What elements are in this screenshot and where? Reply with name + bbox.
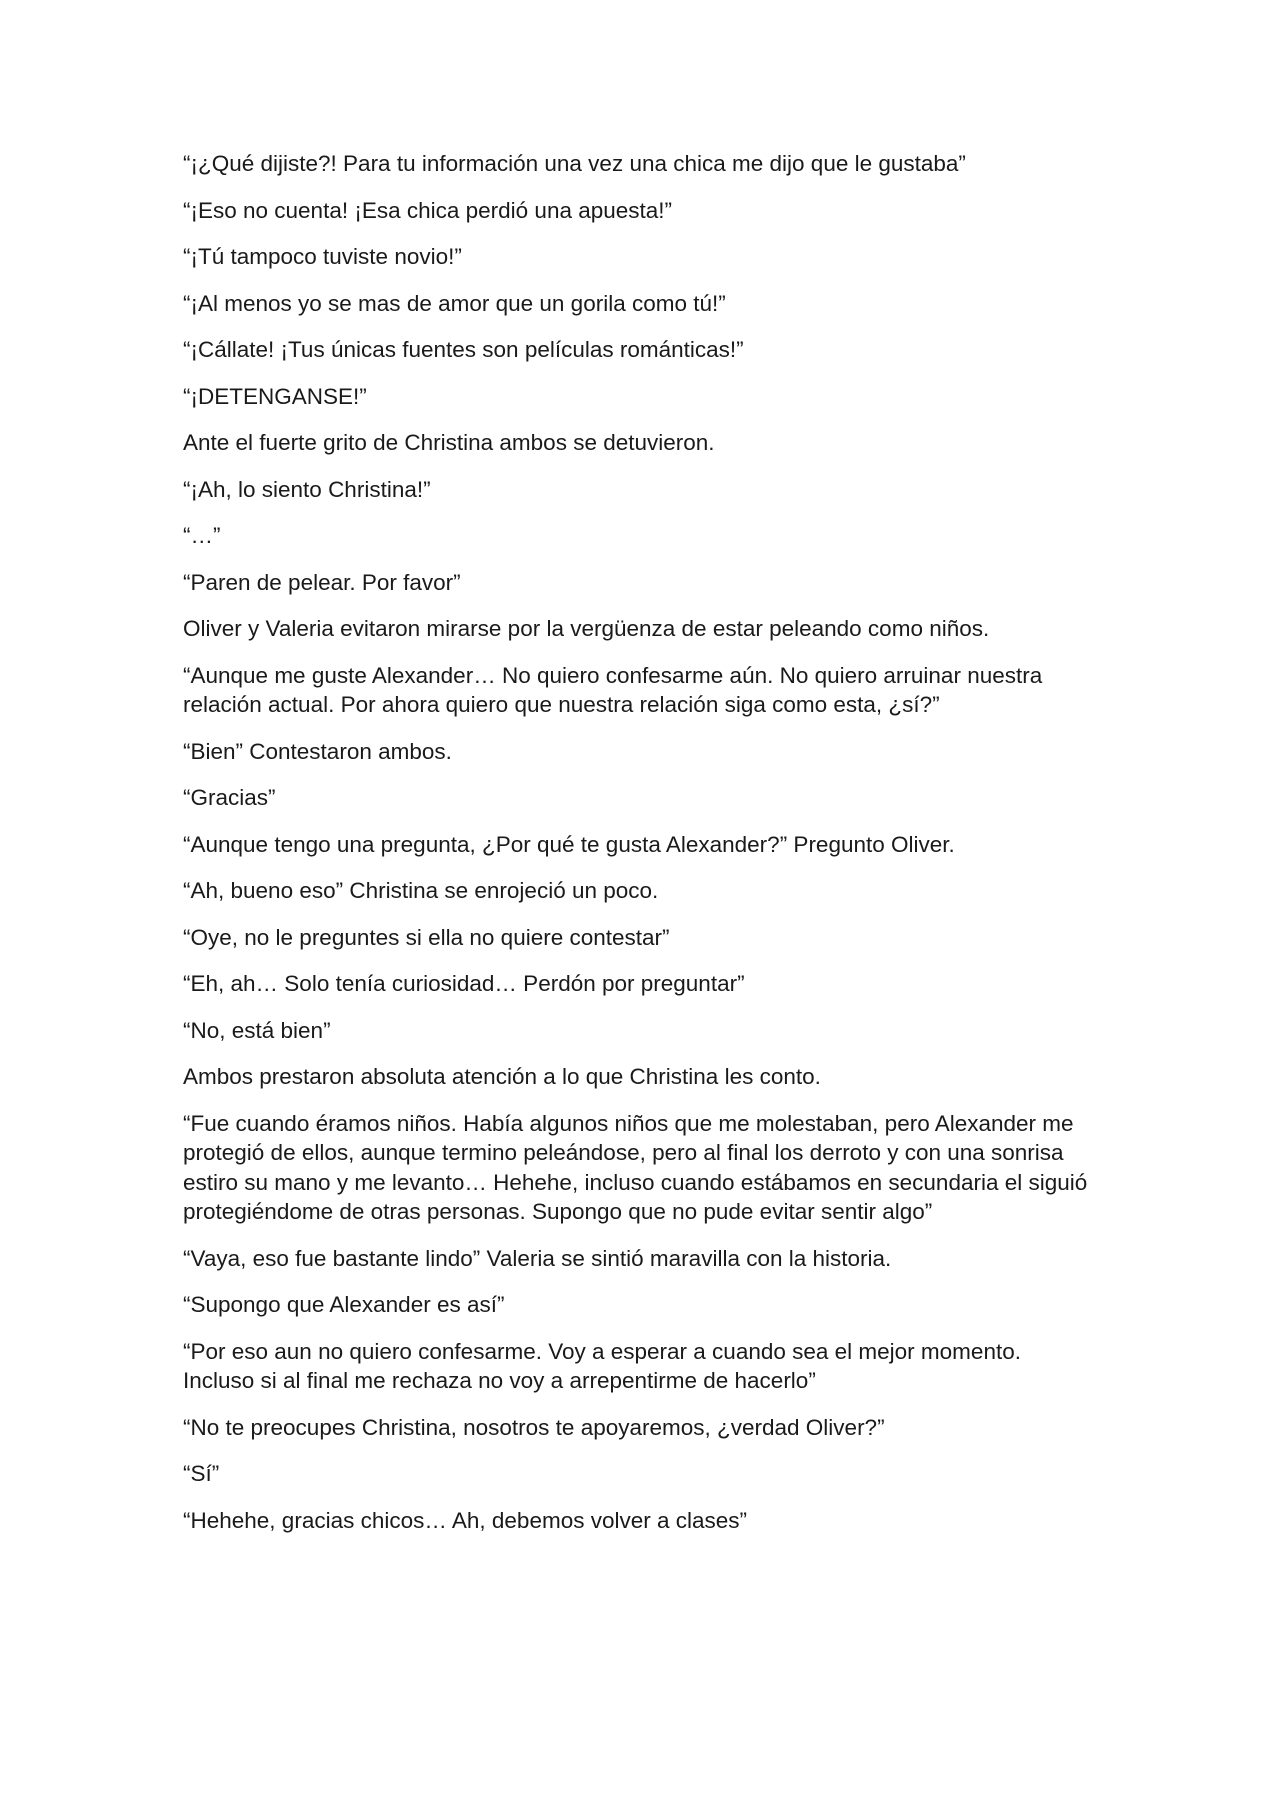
paragraph: “Fue cuando éramos niños. Había algunos niños que me molestaban, pero Alexander me protegió de ellos, aunque termino peleándose, pero al final los derroto y con una sonrisa estiro su mano y me levanto… Hehehe, incluso cuando estábamos en secundaria el siguió protegiéndome de otras personas. Supongo que no pude evitar sentir algo” bbox=[183, 1110, 1094, 1224]
paragraph: “Vaya, eso fue bastante lindo” Valeria se sintió maravilla con la historia. bbox=[183, 1245, 892, 1271]
paragraph: “¡Ah, lo siento Christina!” bbox=[183, 476, 431, 502]
paragraph: “No, está bien” bbox=[183, 1017, 331, 1043]
paragraph: “Gracias” bbox=[183, 785, 276, 810]
paragraph: “¡Eso no cuenta! ¡Esa chica perdió una apuesta!” bbox=[183, 197, 673, 223]
paragraph: “Paren de pelear. Por favor” bbox=[183, 569, 461, 595]
paragraph: “…” bbox=[183, 523, 221, 548]
paragraph: “¡¿Qué dijiste?! Para tu información una vez una chica me dijo que le gustaba” bbox=[183, 151, 966, 176]
paragraph: Ambos prestaron absoluta atención a lo que Christina les conto. bbox=[183, 1064, 821, 1089]
paragraph: “Oye, no le preguntes si ella no quiere contestar” bbox=[183, 924, 670, 950]
paragraph: “¡Al menos yo se mas de amor que un gorila como tú!” bbox=[183, 290, 726, 316]
paragraph: “Aunque tengo una pregunta, ¿Por qué te gusta Alexander?” Pregunto Oliver. bbox=[183, 831, 955, 857]
paragraph: Ante el fuerte grito de Christina ambos se detuvieron. bbox=[183, 430, 715, 455]
paragraph: “Supongo que Alexander es así” bbox=[183, 1292, 505, 1317]
document-body bbox=[183, 149, 1098, 1552]
paragraph: “Sí” bbox=[183, 1461, 220, 1486]
paragraph: “¡Cállate! ¡Tus únicas fuentes son películas románticas!” bbox=[183, 337, 744, 362]
paragraph: “¡Tú tampoco tuviste novio!” bbox=[183, 244, 462, 269]
paragraph: “Hehehe, gracias chicos… Ah, debemos volver a clases” bbox=[183, 1507, 748, 1533]
paragraph: “Por eso aun no quiero confesarme. Voy a esperar a cuando sea el mejor momento. Incluso si al final me rechaza no voy a arrepentirme de hacerlo” bbox=[183, 1338, 1028, 1393]
paragraph: “Eh, ah… Solo tenía curiosidad… Perdón por preguntar” bbox=[183, 971, 745, 996]
paragraph: “Bien” Contestaron ambos. bbox=[183, 738, 452, 764]
paragraph: “Ah, bueno eso” Christina se enrojeció un poco. bbox=[183, 878, 659, 903]
paragraph: “Aunque me guste Alexander… No quiero confesarme aún. No quiero arruinar nuestra relación actual. Por ahora quiero que nuestra relación siga como esta, ¿sí?” bbox=[183, 662, 1049, 717]
paragraph: “¡DETENGANSE!” bbox=[183, 383, 367, 409]
paragraph: Oliver y Valeria evitaron mirarse por la vergüenza de estar peleando como niños. bbox=[183, 616, 990, 641]
paragraph: “No te preocupes Christina, nosotros te apoyaremos, ¿verdad Oliver?” bbox=[183, 1414, 885, 1440]
